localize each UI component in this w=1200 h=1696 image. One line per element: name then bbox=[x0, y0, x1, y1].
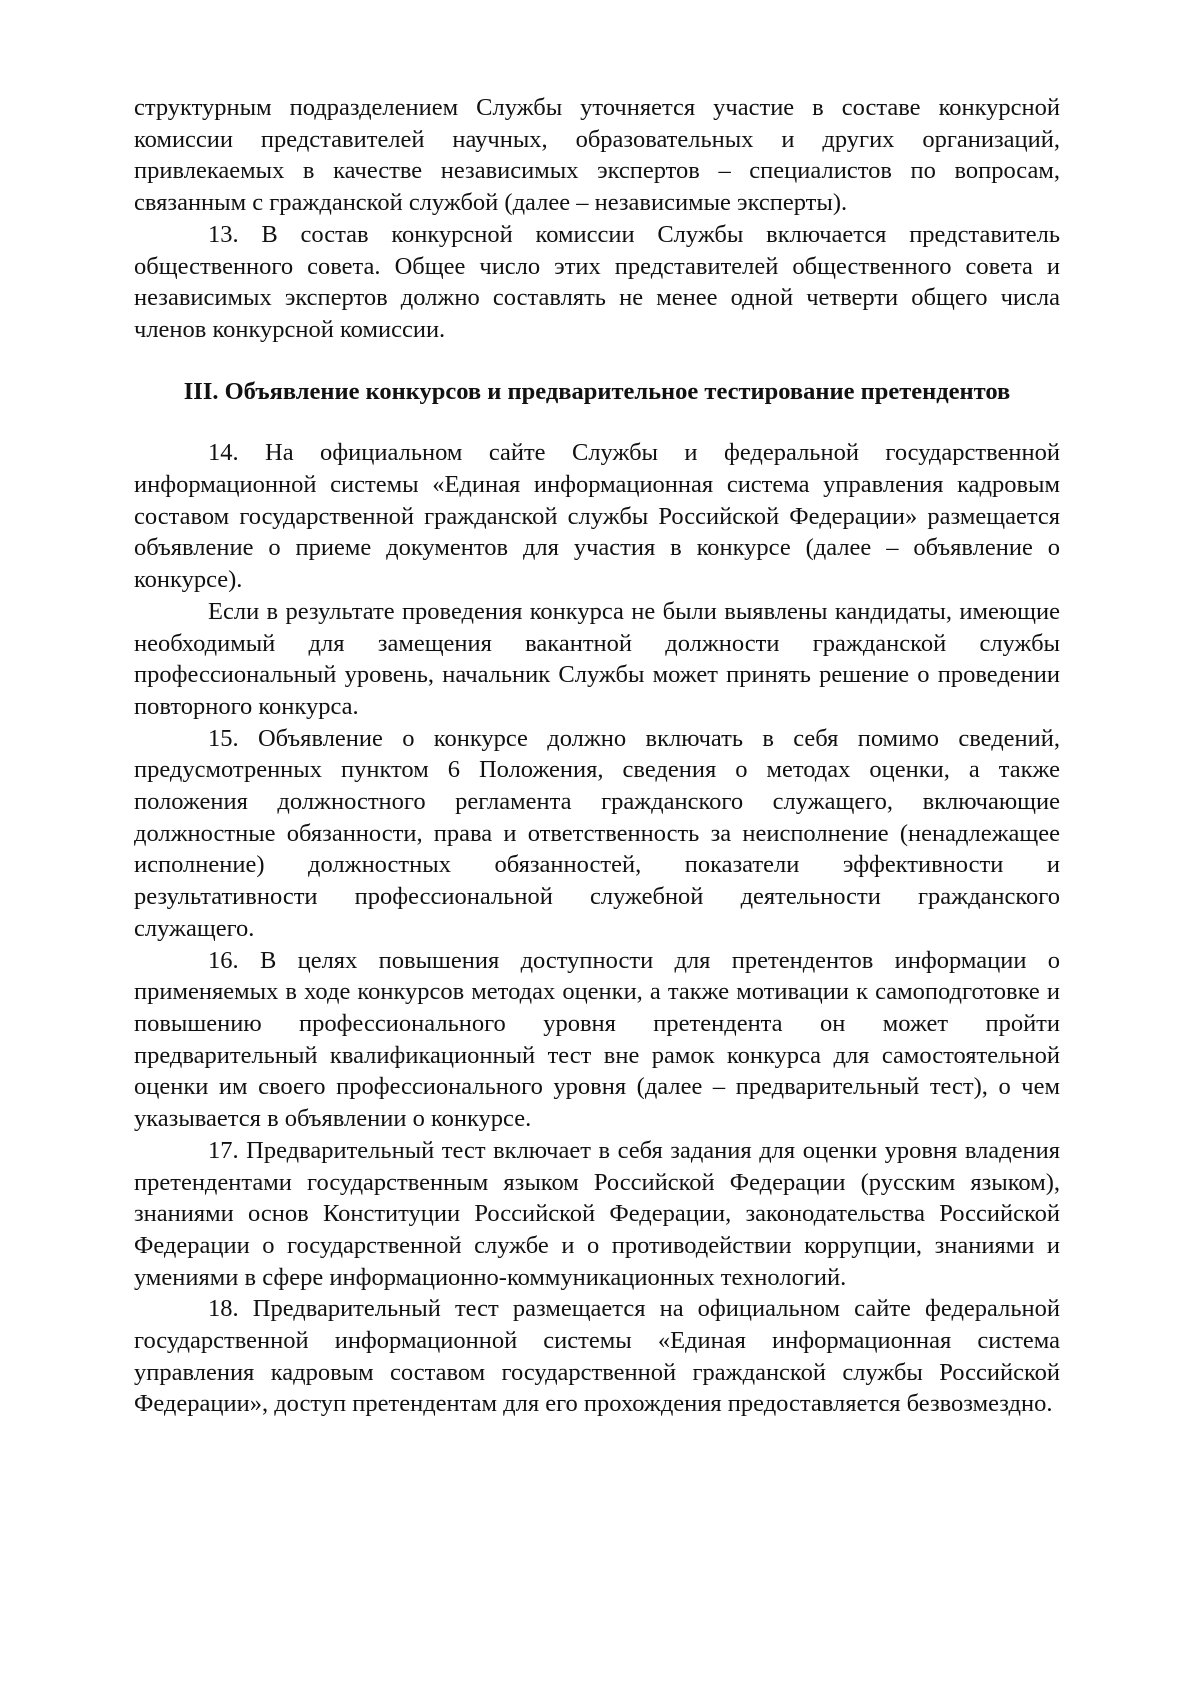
paragraph-continuation: структурным подразделением Службы уточняется участие в составе конкурсной комиссии представителей научных, образовательных и других организаций, привлекаемых в качестве независимых экспертов – специалистов по вопросам, связанным с гражданской службой (далее – независимые эксперты). bbox=[134, 94, 1060, 217]
paragraph-14: 14. На официальном сайте Службы и федеральной государственной информационной системы «Единая информационная система управления кадровым составом государственной гражданской службы Российской Федерации» размещается объявление о приеме документов для участия в конкурсе (далее – объявление о конкурсе). bbox=[134, 439, 1060, 594]
paragraph-14-continuation: Если в результате проведения конкурса не были выявлены кандидаты, имеющие необходимый для замещения вакантной должности гражданской службы профессиональный уровень, начальник Службы может принять решение о проведении повторного конкурса. bbox=[134, 597, 1060, 720]
paragraph-17: 17. Предварительный тест включает в себя задания для оценки уровня владения претендентами государственным языком Российской Федерации (русским языком), знаниями основ Конституции Российской Федерации, законодательства Российской Федерации о государственной службе и о противодействии коррупции, знаниями и умениями в сфере информационно-коммуникационных технологий. bbox=[134, 1136, 1060, 1291]
paragraph-16: 16. В целях повышения доступности для претендентов информации о применяемых в ходе конкурсов методах оценки, а также мотивации к самоподготовке и повышению профессионального уровня претендента он может пройти предварительный квалификационный тест вне рамок конкурса для самостоятельной оценки им своего профессионального уровня (далее – предварительный тест), о чем указывается в объявлении о конкурсе. bbox=[134, 946, 1060, 1133]
document-body bbox=[134, 92, 1060, 1420]
paragraph-15: 15. Объявление о конкурсе должно включать в себя помимо сведений, предусмотренных пунктом 6 Положения, сведения о методах оценки, а также положения должностного регламента гражданского служащего, включающие должностные обязанности, права и ответственность за неисполнение (ненадлежащее исполнение) должностных обязанностей, показатели эффективности и результативности профессиональной служебной деятельности гражданского служащего. bbox=[134, 724, 1060, 942]
section-heading: III. Объявление конкурсов и предварительное тестирование претендентов bbox=[183, 377, 1011, 405]
paragraph-18: 18. Предварительный тест размещается на официальном сайте федеральной государственной информационной системы «Единая информационная система управления кадровым составом государственной гражданской службы Российской Федерации», доступ претендентам для его прохождения предоставляется безвозмездно. bbox=[134, 1295, 1060, 1418]
paragraph-13: 13. В состав конкурсной комиссии Службы включается представитель общественного совета. Общее число этих представителей общественного совета и независимых экспертов должно составлять не менее одной четверти общего числа членов конкурсной комиссии. bbox=[134, 220, 1060, 343]
